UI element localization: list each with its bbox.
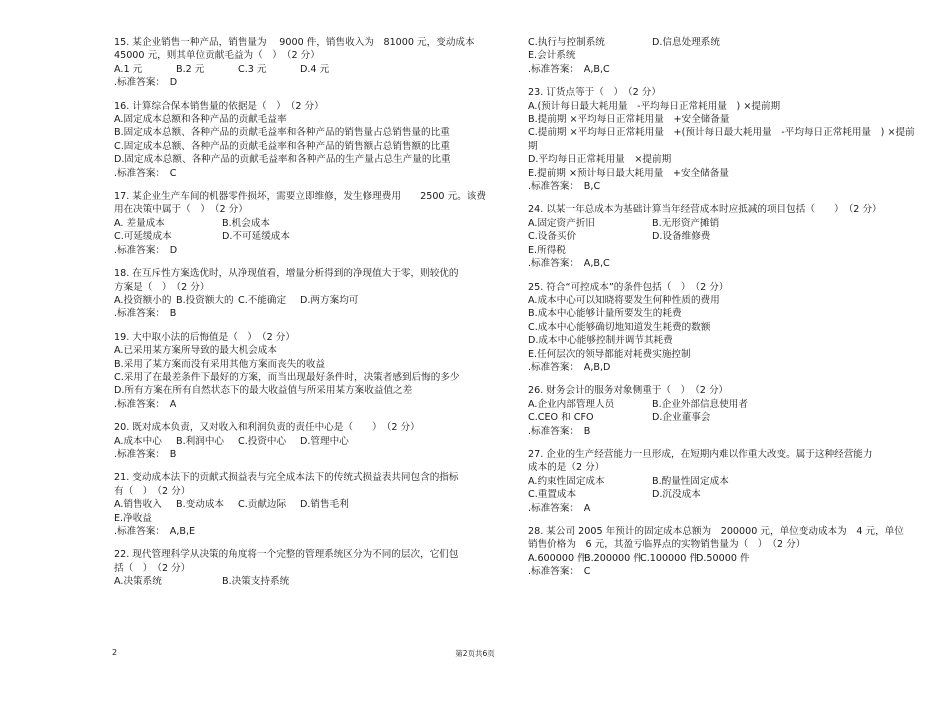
question-block [114,471,486,538]
answer-option: C.重置成本 [528,489,577,501]
question-block [528,448,910,515]
question-text: 45000 元，则其单位贡献毛益为（ ） （2 分） [114,50,320,62]
answer-option: C.成本中心能够确切地知道发生耗费的数额 [528,321,711,333]
question-block [114,548,486,588]
option-row [528,126,915,139]
answer-option: C.贡献边际 [238,499,287,511]
option-row [114,113,486,126]
answer-option: D.销售毛利 [300,499,349,511]
question-text: 括（ ） （2 分） [114,562,191,574]
question-block [114,267,486,321]
question-text: 方案是（ ） （2 分） [114,281,210,293]
answer-option: B.200000 件 [584,552,643,564]
option-row [114,344,486,357]
question-text: 20. 既对成本负责，又对收入和利润负责的责任中心是（ ） （2 分） [114,422,420,434]
answer-option: C.提前期 ×平均每日正常耗用量 +(预计每日最大耗用量 -平均每日正常耗用量 ) ×提前 [528,127,915,139]
answer-option: A.成本中心 [114,435,162,447]
question-text: 成本的是（2 分） [528,462,605,474]
option-row [114,63,486,76]
question-text: 19. 大中取小法的后悔值是（ ） （2 分） [114,331,295,343]
answer-option: C.可延缓成本 [114,231,172,243]
option-row [114,153,486,166]
question-block [528,525,910,579]
question-text: 用在决策中属于（ ） （2 分） [114,204,248,216]
question-text: 18. 在互斥性方案选优时，从净现值看，增量分析得到的净现值大于零，则较优的 [114,268,459,280]
question-text: 22. 现代管理科学从决策的角度将一个完整的管理系统区分为不同的层次，它们包 [114,549,459,561]
question-text: 17. 某企业生产车间的机器零件损坏，需要立即维修，发生修理费用 2500 元。该费 [114,191,486,203]
option-row [528,113,910,126]
standard-answer: .标准答案： B [528,425,591,437]
answer-option: A.企业内部管理人员 [528,398,615,410]
standard-answer: .标准答案： A [528,502,591,514]
option-row [528,140,910,153]
question-text: 21. 变动成本法下的贡献式损益表与完全成本法下的传统式损益表共同包含的指标 [114,472,459,484]
standard-answer: .标准答案： B [114,448,177,460]
option-row [528,217,910,230]
option-row [114,126,486,139]
option-row [528,475,910,488]
answer-option: A. 差量成本 [114,217,165,229]
question-block [114,421,486,461]
option-row [528,100,910,113]
standard-answer: .标准答案： A,B,C [528,63,610,75]
answer-option: B.企业外部信息使用者 [652,398,748,410]
answer-option: 期 [528,140,538,152]
answer-option: E.任何层次的领导都能对耗费实施控制 [528,348,691,360]
answer-option: B.2 元 [176,63,205,75]
answer-option: D.设备维修费 [652,231,711,243]
option-row [114,358,486,371]
option-row [528,167,910,180]
answer-option: A.(预计每日最大耗用量 -平均每日正常耗用量 ) ×提前期 [528,100,781,112]
answer-option: A.成本中心可以知晓将要发生何种性质的费用 [528,294,720,306]
answer-option: D.信息处理系统 [652,37,720,48]
option-row [114,371,486,384]
standard-answer: .标准答案： A,B,D [528,361,611,373]
answer-option: C.100000 件 [640,552,700,564]
answer-option: C.采用了在最差条件下最好的方案，而当出现最好条件时，决策者感到后悔的多少 [114,371,460,383]
answer-option: A.固定资产折旧 [528,217,596,229]
question-block [528,281,910,375]
option-row [528,411,910,424]
option-row [528,398,910,411]
question-text: 26. 财务会计的服务对象侧重于（ ） （2 分） [528,385,729,397]
question-text: 销售价格为 6 元，其盈亏临界点的实物销售量为（ ） （2 分） [528,539,806,551]
standard-answer: .标准答案： D [114,77,178,89]
answer-option: B.酌量性固定成本 [652,475,729,487]
answer-option: D.不可延缓成本 [222,231,290,243]
answer-option: D.成本中心能够控制并调节其耗费 [528,335,673,347]
answer-option: B.利润中心 [176,435,225,447]
option-row [528,334,910,347]
option-row [528,49,910,62]
answer-option: B.采用了某方案而没有采用其他方案而丧失的收益 [114,358,326,370]
question-block [528,36,910,76]
answer-option: B.成本中心能够计量所要发生的耗费 [528,308,682,320]
page-of-footer: 第2页共6页 [455,649,495,658]
answer-option: E.会计系统 [528,50,576,62]
option-row [528,153,910,166]
question-block [528,86,915,193]
answer-option: A.决策系统 [114,576,162,588]
question-text: 有（ ） （2 分） [114,485,191,497]
option-row [528,321,910,334]
standard-answer: .标准答案： A,B,C [528,258,610,270]
standard-answer: .标准答案： C [528,566,591,578]
question-text: 28. 某公司 2005 年预计的固定成本总额为 200000 元，单位变动成本为 4 元，单位 [528,526,904,537]
option-row [114,498,486,511]
left-question-column [114,36,486,599]
option-row [528,488,910,501]
standard-answer: .标准答案： D [114,244,178,256]
answer-option: D.管理中心 [300,435,349,447]
question-text: 15. 某企业销售一种产品，销售量为 9000 件，销售收入为 81000 元，变动成本 [114,37,475,48]
question-block [114,36,486,90]
question-text: 24. 以某一年总成本为基础计算当年经营成本时应抵减的项目包括（ ） （2 分） [528,204,882,216]
answer-option: E.所得税 [528,244,566,256]
standard-answer: .标准答案： A,B,E [114,526,196,537]
answer-option: B.投资额大的 [176,294,234,306]
answer-option: C.设备买价 [528,231,577,243]
question-text: 25. 符合“可控成本”的条件包括（ ） （2 分） [528,281,729,293]
question-text: 27. 企业的生产经营能力一旦形成，在短期内难以作重大改变。属于这种经营能力 [528,448,873,460]
answer-option: B.固定成本总额、各种产品的贡献毛益率和各种产品的销售量占总销售量的比重 [114,127,450,139]
question-text: 23. 订货点等于（ ） （2 分） [528,87,661,99]
answer-option: E.净收益 [114,512,152,524]
answer-option: B.无形资产摊销 [652,217,720,229]
answer-option: E.提前期 ×预计每日最大耗用量 +安全储备量 [528,167,729,179]
standard-answer: .标准答案： C [114,167,177,179]
option-row [114,575,486,588]
answer-option: B.决策支持系统 [222,576,290,588]
answer-option: A.固定成本总额和各种产品的贡献毛益率 [114,114,287,126]
answer-option: D.企业董事会 [652,412,711,424]
question-text: 16. 计算综合保本销售量的依据是（ ） （2 分） [114,100,324,112]
answer-option: D.所有方案在所有自然状态下的最大收益值与所采用某方案收益值之差 [114,385,413,397]
option-row [114,384,486,397]
option-row [114,435,486,448]
standard-answer: .标准答案： B [114,308,177,320]
answer-option: A.销售收入 [114,499,162,511]
option-row [114,217,486,230]
answer-option: B.变动成本 [176,499,225,511]
answer-option: B.机会成本 [222,217,271,229]
answer-option: D.沉没成本 [652,489,701,501]
option-row [528,307,910,320]
standard-answer: .标准答案： A [114,398,177,410]
option-row [114,230,486,243]
question-block [114,100,486,180]
answer-option: A.1 元 [114,63,143,75]
answer-option: C.CEO 和 CFO [528,412,594,424]
answer-option: A.已采用某方案所导致的最大机会成本 [114,345,277,357]
page-number: 2 [112,648,118,657]
right-question-column [528,36,915,589]
question-block [114,190,486,257]
option-row [528,244,910,257]
option-row [528,552,910,565]
option-row [528,294,910,307]
answer-option: D.两方案均可 [300,294,359,306]
answer-option: C.不能确定 [238,294,287,306]
answer-option: C.固定成本总额、各种产品的贡献毛益率和各种产品的销售额占总销售额的比重 [114,140,450,152]
option-row [114,294,486,307]
option-row [528,36,910,49]
question-block [114,331,486,411]
question-block [528,384,910,438]
answer-option: B.提前期 ×平均每日正常耗用量 +安全储备量 [528,114,730,126]
option-row [528,348,910,361]
answer-option: D.50000 件 [696,552,750,564]
standard-answer: .标准答案： B,C [528,181,601,193]
option-row [528,230,910,243]
option-row [114,512,486,525]
question-block [528,203,910,270]
answer-option: D.平均每日正常耗用量 ×提前期 [528,154,672,166]
answer-option: D.4 元 [300,63,330,75]
answer-option: C.执行与控制系统 [528,37,605,48]
answer-option: A.投资额小的 [114,294,172,306]
answer-option: C.3 元 [238,63,267,75]
answer-option: A.600000 件 [528,552,587,564]
option-row [114,140,486,153]
answer-option: A.约束性固定成本 [528,475,605,487]
answer-option: D.固定成本总额、各种产品的贡献毛益率和各种产品的生产量占总生产量的比重 [114,154,451,166]
answer-option: C.投资中心 [238,435,287,447]
